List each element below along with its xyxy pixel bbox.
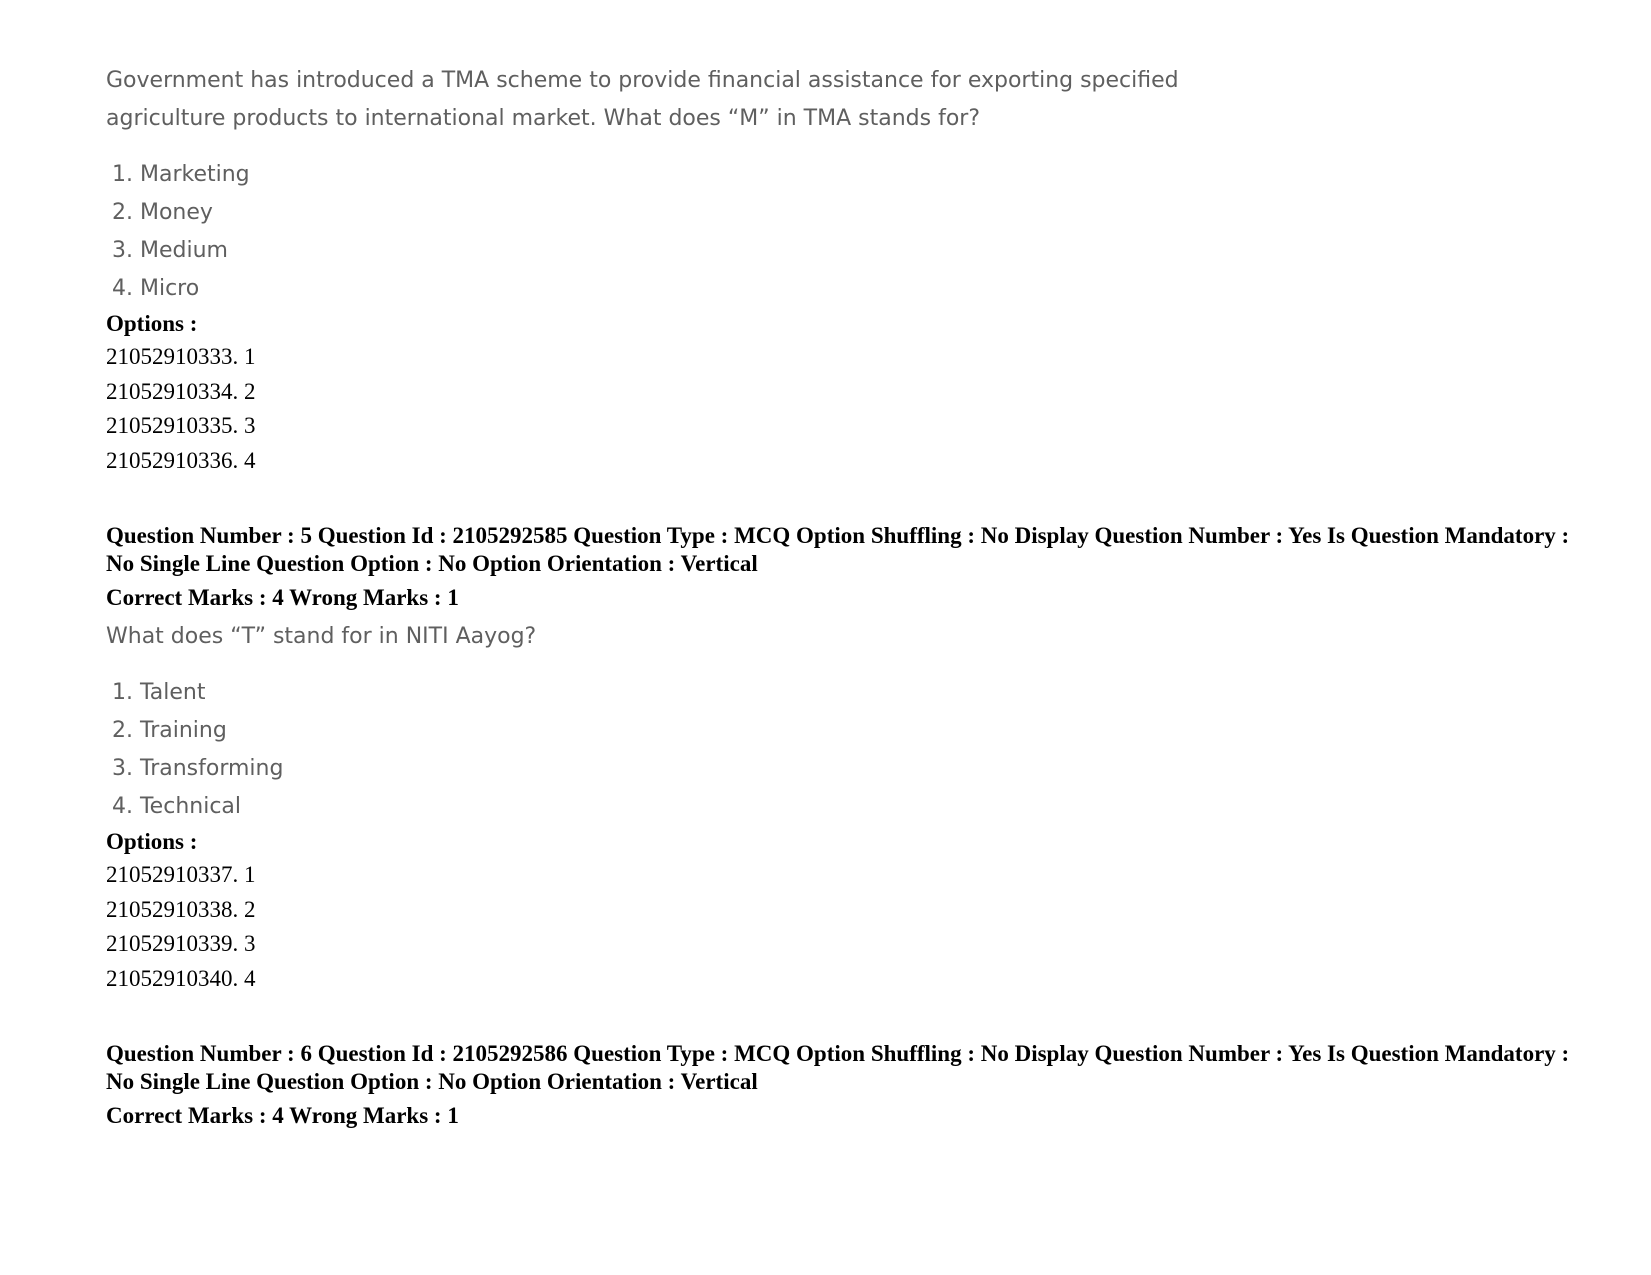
choice-list: [106, 674, 1576, 826]
choice-item: 2. Training: [112, 718, 227, 743]
option-id-row: 21052910334. 2: [106, 378, 256, 404]
option-id-row: 21052910336. 4: [106, 447, 256, 473]
choice-item: 3. Transforming: [112, 756, 284, 781]
question-marks: Correct Marks : 4 Wrong Marks : 1: [106, 1103, 459, 1128]
option-id-row: 21052910335. 3: [106, 413, 256, 438]
question-block-6: [106, 1040, 1576, 1132]
choice-item: 3. Medium: [112, 238, 228, 263]
option-id-row: 21052910338. 2: [106, 896, 256, 922]
option-id-row: 21052910340. 4: [106, 965, 256, 991]
option-id-row: 21052910339. 3: [106, 931, 256, 956]
choice-item: 2. Money: [112, 200, 213, 225]
option-id-row: 21052910333. 1: [106, 344, 256, 369]
option-id-row: 21052910337. 1: [106, 862, 256, 887]
question-text: Government has introduced a TMA scheme to provide financial assistance for exporting specified agriculture products to international market. What does “M” in TMA stands for?: [106, 68, 1179, 131]
choice-item: 1. Talent: [112, 680, 206, 705]
question-marks: Correct Marks : 4 Wrong Marks : 1: [106, 585, 459, 610]
question-text: What does “T” stand for in NITI Aayog?: [106, 624, 537, 649]
question-block-4: [106, 62, 1576, 478]
choice-item: 4. Micro: [112, 276, 200, 301]
question-meta: Question Number : 6 Question Id : 2105292586 Question Type : MCQ Option Shuffling : No Display Question Number : Yes Is Question Mandatory : No Single Line Question Option : No Option Orientation : Vertical: [106, 1041, 1570, 1094]
question-paper-page: [106, 62, 1576, 1132]
choice-list: [106, 156, 1576, 308]
options-heading: Options :: [106, 829, 198, 854]
choice-item: 4. Technical: [112, 794, 242, 819]
question-meta: Question Number : 5 Question Id : 2105292585 Question Type : MCQ Option Shuffling : No Display Question Number : Yes Is Question Mandatory : No Single Line Question Option : No Option Orientation : Vertical: [106, 523, 1570, 576]
question-block-5: [106, 522, 1576, 996]
choice-item: 1. Marketing: [112, 162, 250, 187]
options-heading: Options :: [106, 311, 198, 336]
